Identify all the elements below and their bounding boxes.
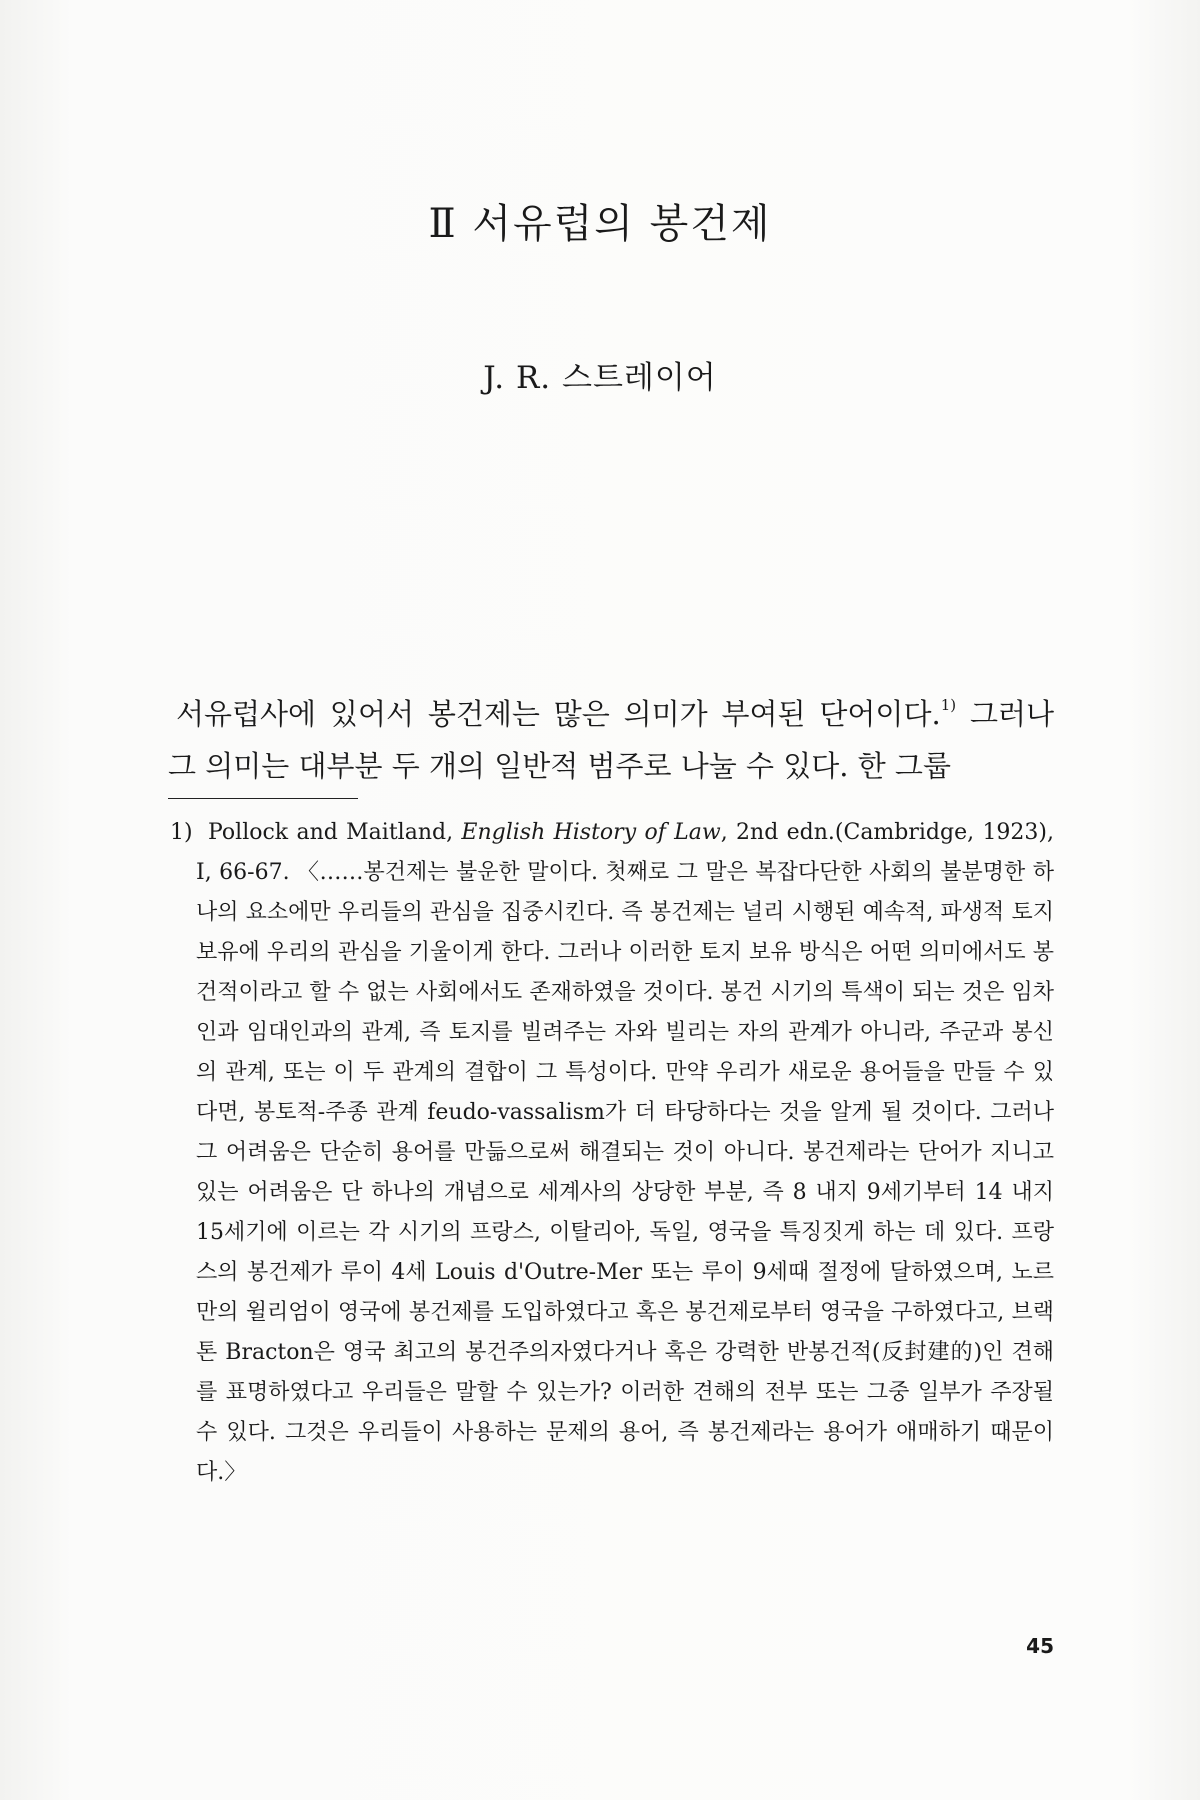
footnote-divider [168,798,358,799]
footnote-citation-authors: Pollock and Maitland, [208,820,462,845]
chapter-title: Ⅱ 서유럽의 봉건제 [428,201,772,247]
author-name: J. R. 스트레이어 [483,360,717,396]
page-number: 45 [1026,1634,1054,1658]
footnote-citation-details: , 2nd edn.(Cambridge, 1923), I, 66-67. [196,820,1055,885]
body-paragraph [168,688,1054,792]
footnote [170,813,1055,1493]
footnote-reference: 1) [940,696,957,714]
footnote-number: 1) [170,820,193,845]
body-text-start: 서유럽사에 있어서 봉건제는 많은 의미가 부여된 단어이다. [176,697,941,731]
body-text-continuation: 그러나 그 의미는 대부분 두 개의 일반적 범주로 나눌 수 있다. 한 그룹 [168,697,1054,783]
footnote-citation-title: English History of Law [461,820,721,845]
footnote-quote: 〈……봉건제는 불운한 말이다. 첫째로 그 말은 복잡다단한 사회의 불분명한 하나의 요소에만 우리들의 관심을 집중시킨다. 즉 봉건제는 널리 시행된 예속적, 파생적 토지 보유에 우리의 관심을 기울이게 한다. 그러나 이러한 토지 보유 방식은 어떤 의미에서도 봉건적이라고 할 수 없는 사회에서도 존재하였을 것이다. 봉건 시기의 특색이 되는 것은 임차인과 임대인과의 관계, 즉 토지를 빌려주는 자와 빌리는 자의 관계가 아니라, 주군과 봉신의 관계, 또는 이 두 관계의 결합이 그 특성이다. 만약 우리가 새로운 용어들을 만들 수 있다면, 봉토적-주종 관계 feudo-vassalism가 더 타당하다는 것을 알게 될 것이다. 그러나 그 어려움은 단순히 용어를 만듦으로써 해결되는 것이 아니다. 봉건제라는 단어가 지니고 있는 어려움은 단 하나의 개념으로 세계사의 상당한 부분, 즉 8 내지 9세기부터 14 내지 15세기에 이르는 각 시기의 프랑스, 이탈리아, 독일, 영국을 특징짓게 하는 데 있다. 프랑스의 봉건제가 루이 4세 Louis d'Outre-Mer 또는 루이 9세때 절정에 달하였으며, 노르만의 윌리엄이 영국에 봉건제를 도입하였다고 혹은 봉건제로부터 영국을 구하였다고, 브랙톤 Bracton은 영국 최고의 봉건주의자였다거나 혹은 강력한 반봉건적(反封建的)인 견해를 표명하였다고 우리들은 말할 수 있는가? 이러한 견해의 전부 또는 그중 일부가 주장될 수 있다. 그것은 우리들이 사용하는 문제의 용어, 즉 봉건제라는 용어가 애매하기 때문이다.〉 [196,860,1054,1485]
